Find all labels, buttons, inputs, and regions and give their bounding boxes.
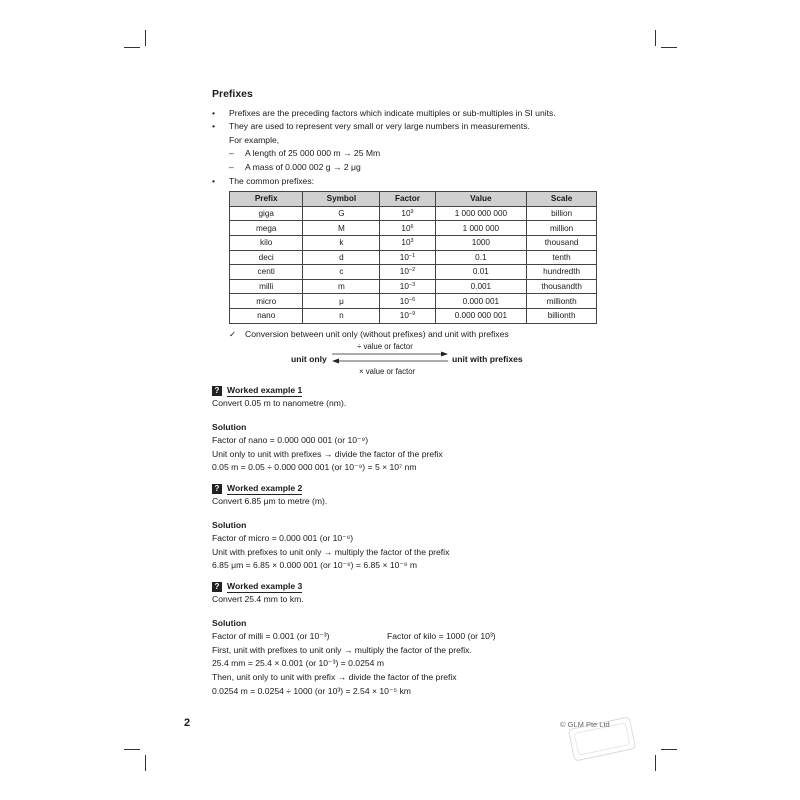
bullet-icon: • xyxy=(212,107,216,118)
factor-exponent: −9 xyxy=(408,311,416,318)
cell-scale: billion xyxy=(527,206,597,221)
factor-base: 10 xyxy=(399,282,409,292)
cell-symbol: G xyxy=(303,206,380,221)
factor-base: 10 xyxy=(399,311,409,321)
factor-base: 10 xyxy=(399,296,409,306)
bullet-list xyxy=(212,175,597,189)
solution-line: Factor of milli = 0.001 (or 10⁻³) Factor of kilo = 1000 (or 10³) xyxy=(212,631,496,642)
factor-base: 10 xyxy=(399,252,409,262)
double-arrow-icon xyxy=(330,351,450,365)
cell-prefix: centi xyxy=(230,265,303,280)
factor-base: 10 xyxy=(401,223,411,233)
cell-scale: tenth xyxy=(527,250,597,265)
watermark-stamp xyxy=(567,717,637,761)
list-item: • The common prefixes: xyxy=(212,175,597,189)
solution-label: Solution xyxy=(212,617,247,628)
unit-prefix-label: unit with prefixes xyxy=(452,354,523,365)
question-box-icon: ? xyxy=(212,484,222,494)
bullet-icon: • xyxy=(212,175,216,186)
factor-base: 10 xyxy=(399,267,409,277)
unit-only-label: unit only xyxy=(291,354,327,365)
solution-label: Solution xyxy=(212,421,247,432)
cell-value: 1 000 000 xyxy=(435,221,527,236)
factor-base: 10 xyxy=(401,238,411,248)
table-header-row xyxy=(230,192,597,207)
header-scale: Scale xyxy=(527,192,597,207)
header-factor: Factor xyxy=(380,192,435,207)
copyright-text: © GLM Pte Ltd xyxy=(560,720,610,729)
question-text: Convert 25.4 mm to km. xyxy=(212,594,304,605)
cell-factor xyxy=(380,206,435,221)
table-row xyxy=(230,279,597,294)
factor-exponent: 9 xyxy=(410,209,414,216)
cell-symbol: n xyxy=(303,308,380,323)
cell-scale: thousand xyxy=(527,235,597,250)
conversion-diagram xyxy=(212,341,597,377)
cell-scale: billionth xyxy=(527,308,597,323)
question-text: Convert 0.05 m to nanometre (nm). xyxy=(212,398,347,409)
solution-line: 0.0254 m = 0.0254 ÷ 1000 (or 10³) = 2.54 × 10⁻⁵ km xyxy=(212,685,411,696)
multiply-label: × value or factor xyxy=(359,367,416,377)
header-symbol: Symbol xyxy=(303,192,380,207)
factor-exponent: −6 xyxy=(408,296,416,303)
cell-scale: thousandth xyxy=(527,279,597,294)
header-prefix: Prefix xyxy=(230,192,303,207)
worked-example-3-heading: ? Worked example 3 xyxy=(212,581,597,593)
bullet-icon: • xyxy=(212,121,216,132)
cell-prefix: milli xyxy=(230,279,303,294)
divide-label: ÷ value or factor xyxy=(357,342,413,352)
solution-line: 25.4 mm = 25.4 × 0.001 (or 10⁻³) = 0.0254 m xyxy=(212,658,384,669)
factor-exponent: −1 xyxy=(408,252,416,259)
worked-example-2-heading: ? Worked example 2 xyxy=(212,483,597,495)
factor-exponent: −3 xyxy=(408,282,416,289)
table-row xyxy=(230,250,597,265)
cell-prefix: micro xyxy=(230,294,303,309)
page-number: 2 xyxy=(184,717,191,729)
table-row xyxy=(230,308,597,323)
cell-value: 1000 xyxy=(435,235,527,250)
solution-line: First, unit with prefixes to unit only → multiply the factor of the prefix. xyxy=(212,644,472,655)
checkmark-icon: ✓ xyxy=(229,328,237,339)
crop-mark xyxy=(655,30,656,46)
dash-icon: – xyxy=(229,161,234,172)
worked-example-1-heading: ? Worked example 1 xyxy=(212,385,597,397)
cell-scale: hundredth xyxy=(527,265,597,280)
solution-line: Unit with prefixes to unit only → multiply the factor of the prefix xyxy=(212,546,450,557)
cell-prefix: kilo xyxy=(230,235,303,250)
cell-prefix: giga xyxy=(230,206,303,221)
section-title: Prefixes xyxy=(212,88,253,100)
cell-factor xyxy=(380,250,435,265)
crop-mark xyxy=(124,47,140,48)
cell-symbol: k xyxy=(303,235,380,250)
list-item: • Prefixes are the preceding factors which indicate multiples or sub-multiples in SI units. xyxy=(212,107,597,121)
example-item: – A length of 25 000 000 m → 25 Mm xyxy=(212,147,597,161)
crop-mark xyxy=(655,755,656,771)
cell-factor xyxy=(380,308,435,323)
crop-mark xyxy=(145,755,146,771)
question-text: Convert 6.85 μm to metre (m). xyxy=(212,496,328,507)
list-item: • They are used to represent very small or very large numbers in measurements. xyxy=(212,120,597,134)
cell-scale: millionth xyxy=(527,294,597,309)
question-box-icon: ? xyxy=(212,386,222,396)
solution-line: 0.05 m = 0.05 ÷ 0.000 000 001 (or 10⁻⁹) = 5 × 10⁷ nm xyxy=(212,462,417,473)
header-value: Value xyxy=(435,192,527,207)
cell-value: 0.000 000 001 xyxy=(435,308,527,323)
cell-factor xyxy=(380,235,435,250)
crop-mark xyxy=(124,749,140,750)
cell-factor xyxy=(380,279,435,294)
cell-symbol: m xyxy=(303,279,380,294)
table-row xyxy=(230,206,597,221)
cell-symbol: μ xyxy=(303,294,380,309)
cell-value: 1 000 000 000 xyxy=(435,206,527,221)
crop-mark xyxy=(145,30,146,46)
factor-exponent: 3 xyxy=(410,238,414,245)
cell-prefix: nano xyxy=(230,308,303,323)
cell-value: 0.01 xyxy=(435,265,527,280)
cell-factor xyxy=(380,221,435,236)
bullet-list xyxy=(212,107,597,134)
crop-mark xyxy=(661,47,677,48)
table-row xyxy=(230,265,597,280)
table-row xyxy=(230,221,597,236)
table-row xyxy=(230,235,597,250)
crop-mark xyxy=(661,749,677,750)
cell-factor xyxy=(380,294,435,309)
cell-symbol: M xyxy=(303,221,380,236)
cell-scale: million xyxy=(527,221,597,236)
cell-symbol: d xyxy=(303,250,380,265)
solution-line: Factor of nano = 0.000 000 001 (or 10⁻⁹) xyxy=(212,435,369,446)
dash-icon: – xyxy=(229,148,234,159)
solution-line: Unit only to unit with prefixes → divide the factor of the prefix xyxy=(212,448,443,459)
cell-prefix: deci xyxy=(230,250,303,265)
solution-line: Factor of micro = 0.000 001 (or 10⁻⁶) xyxy=(212,533,354,544)
solution-line: 6.85 μm = 6.85 × 0.000 001 (or 10⁻⁶) = 6.85 × 10⁻⁶ m xyxy=(212,560,418,571)
solution-line: Then, unit only to unit with prefix → divide the factor of the prefix xyxy=(212,672,457,682)
example-item: – A mass of 0.000 002 g → 2 μg xyxy=(212,161,597,175)
factor-exponent: 6 xyxy=(410,223,414,230)
for-example-text: For example, xyxy=(229,134,280,145)
prefix-table xyxy=(229,191,597,323)
solution-label: Solution xyxy=(212,519,247,530)
page-content xyxy=(212,88,597,698)
cell-value: 0.000 001 xyxy=(435,294,527,309)
factor-base: 10 xyxy=(401,209,411,219)
question-box-icon: ? xyxy=(212,582,222,592)
table-row xyxy=(230,294,597,309)
cell-factor xyxy=(380,265,435,280)
cell-prefix: mega xyxy=(230,221,303,236)
cell-symbol: c xyxy=(303,265,380,280)
conversion-note: ✓ Conversion between unit only (without prefixes) and unit with prefixes xyxy=(212,328,597,342)
cell-value: 0.001 xyxy=(435,279,527,294)
cell-value: 0.1 xyxy=(435,250,527,265)
factor-exponent: −2 xyxy=(408,267,416,274)
